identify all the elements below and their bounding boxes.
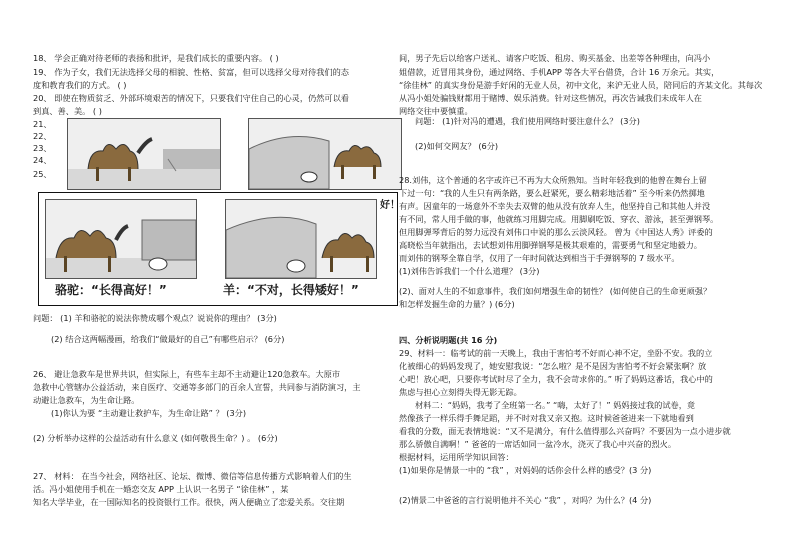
number-24: 24、 xyxy=(33,155,52,165)
r-line1: 间，男子先后以给客户送礼、请客户吃饭、租房、购买基金、出差等各种理由，向冯小 xyxy=(399,53,711,63)
question-20-line2: 到真、善、美。 ( ) xyxy=(33,106,102,116)
question-19-line2: 度和教育我们的方式。 ( ) xyxy=(33,80,127,90)
r-line5: 网络交往中要慎重。 xyxy=(399,106,473,116)
question-26-q2: (2) 分析举办这样的公益活动有什么意义 (如何敬畏生命？) 。 (6分) xyxy=(33,433,278,443)
question-25-2: (2) 结合这两幅漫画，给我们“做最好的自己”有哪些启示？ (6分) xyxy=(51,334,285,344)
question-20-line1: 20、 即使在物质贫乏、外部环境艰苦的情况下，只要我们守住自己的心灵，仍然可以看 xyxy=(33,93,349,103)
r-line2: 姐借款，近冒用其身份，通过网络、手机APP 等各大平台借贷，合计 16 万余元。其实， xyxy=(399,67,720,77)
question-28-line5: 但用脚弹琴背后的努力远没有刘伟口中说的那么云淡风轻。 曾为《中国达人秀》评委的 xyxy=(399,227,713,237)
r-line4: 从冯小姐处骗钱财都用于赌博、娱乐消费。针对这些情况，再次告诫我们未成年人在 xyxy=(399,93,702,103)
question-26-line1: 26、 避让急救车是世界共识，但实际上，有些车主却不主动避让120急救车。大原市 xyxy=(33,369,341,379)
number-23: 23、 xyxy=(33,143,52,153)
section-four-title: 四、分析说明题(共 16 分) xyxy=(399,335,498,345)
question-27-q2: (2)如何交网友？ (6分) xyxy=(415,141,499,151)
r-line3: “徐佳林” 的真实身份是游手好闲的无业人员，初中文化，来沪无业人员，陪同后的齐某文化。其每次 xyxy=(399,80,763,90)
cartoon-goat-bottom-right xyxy=(225,199,377,279)
question-19-line1: 19、 作为子女，我们无法选择父母的相貌、性格、贫富，但可以选择父母对待我们的态 xyxy=(33,67,349,77)
number-21: 21、 xyxy=(33,119,52,129)
question-29-line8: 那么骄傲自满啊！” 爸爸的一席话如同一盆冷水，浇灭了我心中兴奋的烈火。 xyxy=(399,439,677,449)
question-28-q1: (1)刘伟告诉我们一个什么道理？ (3分) xyxy=(399,266,540,276)
cartoon-camel-bottom-left xyxy=(45,199,197,279)
good-mark: 好！ xyxy=(380,200,400,211)
question-25-1: 问题： (1) 羊和骆驼的说法你赞成哪个观点？说说你的理由？ (3分) xyxy=(33,313,277,323)
comic-frame xyxy=(38,192,398,306)
question-28-line1: 28.刘伟，这个普通的名字或许已不再为大众所熟知。当时年轻我到的他曾在舞台上留 xyxy=(399,175,707,185)
question-29-line5: 材料二：“妈妈，我考了全班第一名。” “嗨，太好了！” 妈妈接过我的试卷，竟 xyxy=(415,400,696,410)
question-29-line2: 化被细心的妈妈发现了，她安慰我说：“怎么啦？是不是因为害怕考不好会紧张啊？放 xyxy=(399,361,707,371)
question-29-q2: (2)情景二中爸爸的言行说明他并不关心 “我” ，对吗？为什么？(4 分) xyxy=(399,495,652,505)
camel-caption: 骆驼：“长得高好！” xyxy=(55,283,167,297)
question-27-q1: 问题： (1)针对冯的遭遇，我们使用网络时要注意什么？ (3分) xyxy=(415,116,640,126)
question-29-line4: 焦虑与担心立刻得失得无影无踪。 xyxy=(399,387,522,397)
number-25: 25、 xyxy=(33,169,52,179)
question-29-line7: 看我的分数，面无表情地说：“又不是满分，有什么值得那么兴奋吗？不要因为一点小进步就 xyxy=(399,426,731,436)
question-29-line9: 根据材料，运用所学知识回答： xyxy=(399,452,514,462)
question-26-q1: (1)你认为要 “主动避让救护车，为生命让路” ？ (3分) xyxy=(51,408,247,418)
goat-caption: 羊：“不对，长得矮好！” xyxy=(223,283,359,297)
question-18: 18、 学会正确对待老师的表扬和批评，是我们成长的重要内容。 ( ) xyxy=(33,53,279,63)
number-22: 22、 xyxy=(33,131,52,141)
question-28-line4: 有不同，常人用手做的事，他就练习用脚完成。用脚刷吃饭、穿衣、游泳，甚至弹钢琴。 xyxy=(399,214,719,224)
cartoon-camel-top-left xyxy=(67,118,221,190)
question-29-line1: 29、材料一：临考试的前一天晚上，我由于害怕考不好而心神不定，坐卧不安。我的立 xyxy=(399,348,713,358)
question-28-line2: 下过一句：“我的人生只有两条路，要么赶紧死，要么精彩地活着” 至今听来仍然掷地 xyxy=(399,188,705,198)
question-28-line3: 有声。因童年的一场意外不幸失去双臂的他从没有放弃人生，他坚持自己和其他人并没 xyxy=(399,201,711,211)
question-26-line2: 急救中心管辖办公益活动，来自医疗、交通等多部门的百余人宣誓，共同参与消防演习，主 xyxy=(33,382,361,392)
question-29-q1: (1)如果你是情景一中的 “我” ，对妈妈的话你会什么样的感受？(3 分) xyxy=(399,465,652,475)
question-28-q2: (2)、面对人生的不如意事件，我们如何增强生命的韧性？ (如何使自己的生命更顽强？ xyxy=(399,286,712,296)
question-29-line3: 心吧！放心吧，只要你考试时尽了全力，我不会苛求你的。” 听了妈妈这番话，我心中的 xyxy=(399,374,713,384)
question-28-line7: 而刘伟的钢琴全靠自学，仅用了一年时间就达到相当于手弹钢琴的 7 级水平。 xyxy=(399,253,680,263)
question-27-line2: 活。冯小姐使用手机在一婚恋交友 APP 上认识一名男子 “徐佳林” ，某 xyxy=(33,484,289,494)
question-27-line3: 知名大学毕业，在一国际知名的投资银行工作。很快，两人便确立了恋爱关系。交往期 xyxy=(33,497,345,507)
question-28-line6: 高晓松当年就指出，去试想刘伟用脚弹钢琴是极其艰难的，需要勇气和坚定地毅力。 xyxy=(399,240,702,250)
question-26-line3: 动避让急救车，为生命让路。 xyxy=(33,395,140,405)
cartoon-goat-top-right xyxy=(248,118,402,190)
question-29-line6: 然像孩子一样乐得手舞足蹈，并不时对我又亲又抱。这时候爸爸进来一下就地看到 xyxy=(399,413,694,423)
question-27-line1: 27、 材料： 在当今社会，网络社区、论坛、微博、微信等信息传播方式影响着人们的生 xyxy=(33,471,352,481)
question-28-q2b: 和怎样发掘生命的力量？) (6分) xyxy=(399,299,515,309)
